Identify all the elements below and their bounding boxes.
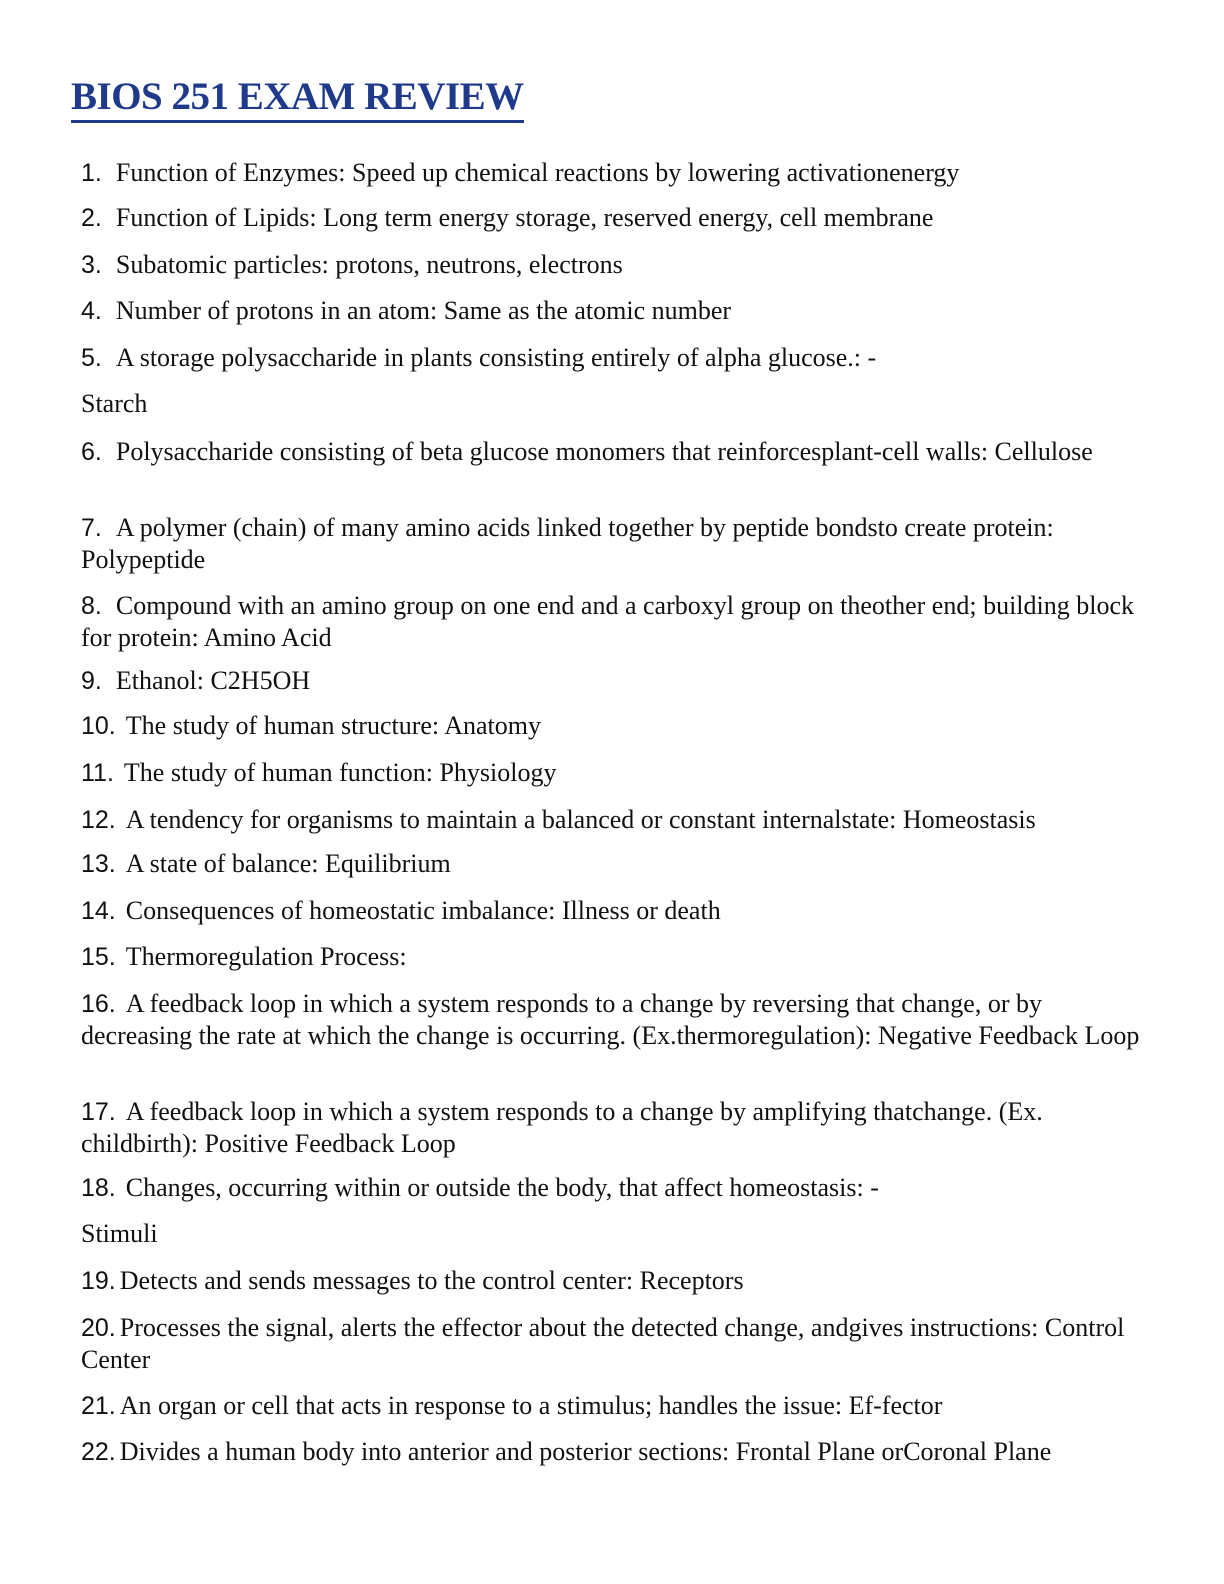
list-item: [81, 988, 1141, 1051]
item-text: Starch: [81, 389, 148, 418]
item-text: Ethanol: C2H5OH: [115, 666, 311, 695]
list-item: [81, 1312, 1141, 1375]
item-text: Stimuli: [81, 1219, 158, 1248]
item-text: A state of balance: Equilibrium: [125, 849, 451, 878]
list-item: [81, 1390, 1141, 1422]
item-text: Thermoregulation Process:: [125, 942, 407, 971]
list-item: [81, 1172, 1141, 1204]
list-item: [81, 1436, 1141, 1468]
list-item: [81, 804, 1141, 836]
list-item: [81, 895, 1141, 927]
item-number: 6.: [81, 438, 102, 466]
list-item: [81, 590, 1141, 653]
item-text: Detects and sends messages to the control center: Receptors: [119, 1266, 744, 1295]
item-text: The study of human function: Physiology: [123, 758, 557, 787]
item-number: 14.: [81, 897, 116, 925]
item-number: 19.: [81, 1267, 116, 1295]
list-item: [81, 757, 1141, 789]
item-number: 13.: [81, 850, 116, 878]
item-number: 20.: [81, 1314, 116, 1342]
list-item-continuation: [81, 388, 1141, 419]
item-text: Polysaccharide consisting of beta glucose monomers that reinforcesplant-cell walls: Cellulose: [115, 437, 1093, 466]
item-text: A feedback loop in which a system responds to a change by amplifying thatchange. (Ex. childbirth): Positive Feedback Loop: [81, 1097, 1043, 1158]
list-item: [81, 512, 1141, 575]
item-number: 9.: [81, 667, 102, 695]
item-number: 16.: [81, 990, 116, 1018]
list-item: [81, 157, 1141, 189]
item-text: Compound with an amino group on one end and a carboxyl group on theother end; building block for protein: Amino Acid: [81, 591, 1134, 652]
item-number: 15.: [81, 943, 116, 971]
item-number: 7.: [81, 514, 102, 542]
item-text: A polymer (chain) of many amino acids linked together by peptide bondsto create protein: Polypeptide: [81, 513, 1054, 574]
item-number: 4.: [81, 297, 102, 325]
list-item: [81, 342, 1141, 374]
item-number: 8.: [81, 592, 102, 620]
list-item: [81, 202, 1141, 234]
item-text: Processes the signal, alerts the effector about the detected change, andgives instructions: Control Center: [81, 1313, 1125, 1374]
item-number: 3.: [81, 251, 102, 279]
item-text: A feedback loop in which a system responds to a change by reversing that change, or by decreasing the rate at which the change is occurring. (Ex.thermoregulation): Negative Feedback Loop: [81, 989, 1140, 1050]
item-number: 12.: [81, 806, 116, 834]
list-item: [81, 436, 1141, 468]
item-text: Changes, occurring within or outside the body, that affect homeostasis: -: [125, 1173, 879, 1202]
list-item: [81, 848, 1141, 880]
list-item: [81, 710, 1141, 742]
item-text: Number of protons in an atom: Same as the atomic number: [115, 296, 732, 325]
item-text: A storage polysaccharide in plants consisting entirely of alpha glucose.: -: [115, 343, 877, 372]
item-number: 18.: [81, 1174, 116, 1202]
item-number: 21.: [81, 1392, 116, 1420]
item-number: 1.: [81, 159, 102, 187]
item-number: 2.: [81, 204, 102, 232]
item-number: 17.: [81, 1098, 116, 1126]
list-item: [81, 249, 1141, 281]
item-text: The study of human structure: Anatomy: [125, 711, 541, 740]
list-item: [81, 941, 1141, 973]
list-item: [81, 665, 1141, 697]
item-text: Function of Enzymes: Speed up chemical reactions by lowering activationenergy: [115, 158, 960, 187]
item-text: Function of Lipids: Long term energy storage, reserved energy, cell membrane: [115, 203, 934, 232]
item-number: 11.: [81, 759, 114, 787]
item-text: A tendency for organisms to maintain a balanced or constant internalstate: Homeostasis: [125, 805, 1036, 834]
item-text: Divides a human body into anterior and posterior sections: Frontal Plane orCoronal Plane: [119, 1437, 1052, 1466]
item-text: An organ or cell that acts in response to a stimulus; handles the issue: Ef-fector: [119, 1391, 943, 1420]
item-number: 5.: [81, 344, 102, 372]
list-item-continuation: [81, 1218, 1141, 1249]
item-number: 22.: [81, 1438, 116, 1466]
document-title: BIOS 251 EXAM REVIEW: [71, 74, 524, 123]
item-text: Consequences of homeostatic imbalance: Illness or death: [125, 896, 721, 925]
item-text: Subatomic particles: protons, neutrons, electrons: [115, 250, 623, 279]
item-number: 10.: [81, 712, 116, 740]
list-item: [81, 1096, 1141, 1159]
list-item: [81, 1265, 1141, 1297]
list-item: [81, 295, 1141, 327]
